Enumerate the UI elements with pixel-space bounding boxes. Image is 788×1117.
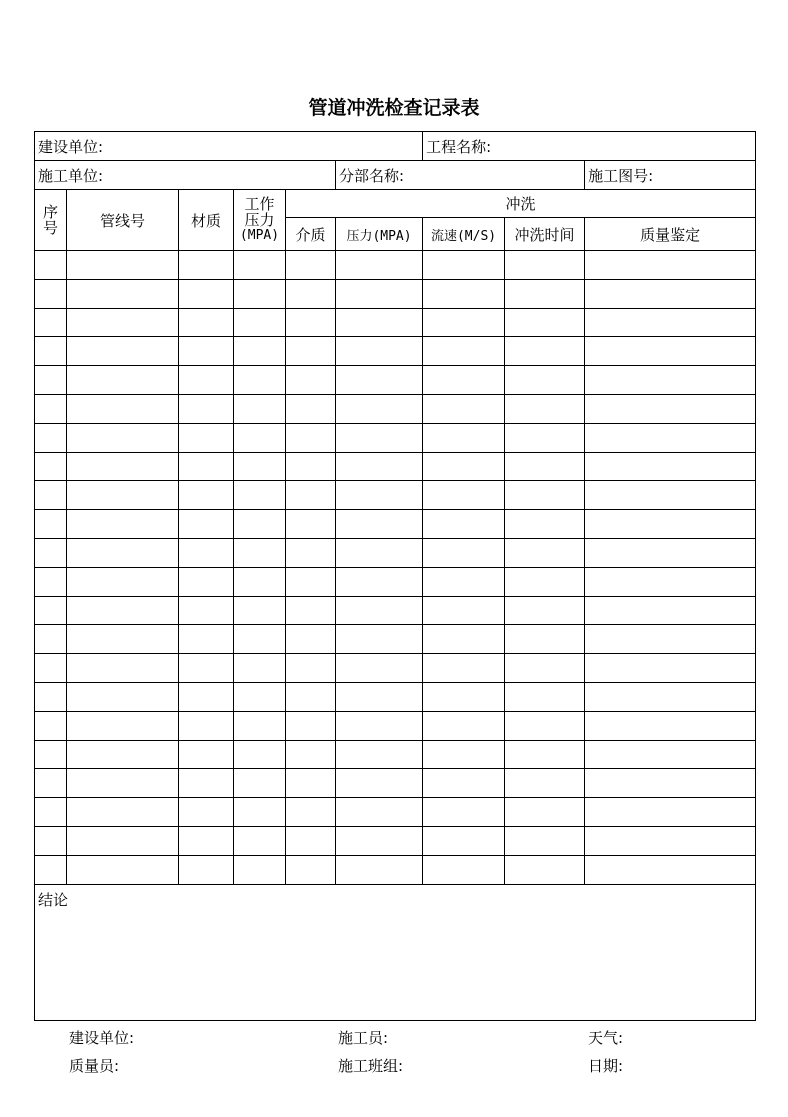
table-cell[interactable] (286, 855, 336, 884)
table-cell[interactable] (234, 452, 286, 481)
table-cell[interactable] (505, 308, 585, 337)
table-cell[interactable] (423, 740, 505, 769)
table-cell[interactable] (179, 798, 234, 827)
table-cell[interactable] (423, 452, 505, 481)
table-cell[interactable] (35, 452, 67, 481)
table-cell[interactable] (234, 251, 286, 280)
footer-builder: 施工员: (338, 1029, 389, 1047)
table-cell[interactable] (423, 826, 505, 855)
table-row (35, 682, 756, 711)
table-cell[interactable] (67, 279, 179, 308)
table-cell[interactable] (585, 711, 756, 740)
table-row (35, 625, 756, 654)
table-cell[interactable] (35, 855, 67, 884)
table-row (35, 366, 756, 395)
table-cell[interactable] (585, 798, 756, 827)
table-cell[interactable] (67, 826, 179, 855)
table-cell[interactable] (35, 826, 67, 855)
table-row (35, 596, 756, 625)
table-cell[interactable] (234, 567, 286, 596)
sub-project-label: 分部名称: (336, 161, 585, 190)
table-cell[interactable] (505, 423, 585, 452)
table-cell[interactable] (286, 423, 336, 452)
table-cell[interactable] (234, 423, 286, 452)
table-cell[interactable] (336, 366, 423, 395)
table-cell[interactable] (286, 337, 336, 366)
table-cell[interactable] (423, 769, 505, 798)
table-cell[interactable] (336, 567, 423, 596)
table-cell[interactable] (234, 481, 286, 510)
table-cell[interactable] (234, 769, 286, 798)
table-cell[interactable] (234, 625, 286, 654)
table-cell[interactable] (336, 337, 423, 366)
conclusion-box[interactable] (35, 884, 756, 1020)
table-cell[interactable] (505, 394, 585, 423)
seq-header (35, 190, 67, 251)
pressure-header: 压力(MPA) (336, 218, 423, 251)
quality-header: 质量鉴定 (585, 218, 756, 251)
table-cell[interactable] (67, 654, 179, 683)
table-cell[interactable] (234, 740, 286, 769)
table-cell[interactable] (585, 826, 756, 855)
table-cell[interactable] (505, 625, 585, 654)
table-cell[interactable] (336, 308, 423, 337)
table-cell[interactable] (286, 452, 336, 481)
record-table (34, 131, 756, 1021)
table-cell[interactable] (585, 308, 756, 337)
table-cell[interactable] (505, 567, 585, 596)
table-cell[interactable] (179, 567, 234, 596)
table-cell[interactable] (67, 423, 179, 452)
footer-weather: 天气: (588, 1029, 624, 1047)
table-cell[interactable] (35, 596, 67, 625)
table-cell[interactable] (35, 423, 67, 452)
table-cell[interactable] (234, 826, 286, 855)
table-cell[interactable] (423, 251, 505, 280)
table-cell[interactable] (67, 337, 179, 366)
table-cell[interactable] (286, 510, 336, 539)
table-cell[interactable] (585, 596, 756, 625)
work-pressure-line1: 工作 (244, 195, 275, 213)
table-cell[interactable] (505, 481, 585, 510)
table-row (35, 452, 756, 481)
table-cell[interactable] (423, 366, 505, 395)
table-cell[interactable] (35, 279, 67, 308)
table-cell[interactable] (67, 740, 179, 769)
table-cell[interactable] (505, 654, 585, 683)
table-cell[interactable] (234, 337, 286, 366)
table-cell[interactable] (585, 423, 756, 452)
work-pressure-line3: (MPA) (239, 228, 280, 243)
table-cell[interactable] (179, 452, 234, 481)
table-cell[interactable] (67, 366, 179, 395)
table-cell[interactable] (67, 855, 179, 884)
table-cell[interactable] (234, 596, 286, 625)
table-cell[interactable] (35, 798, 67, 827)
table-cell[interactable] (286, 567, 336, 596)
table-cell[interactable] (286, 251, 336, 280)
table-cell[interactable] (179, 826, 234, 855)
table-cell[interactable] (35, 308, 67, 337)
table-cell[interactable] (505, 769, 585, 798)
table-cell[interactable] (505, 251, 585, 280)
table-cell[interactable] (179, 251, 234, 280)
table-cell[interactable] (336, 740, 423, 769)
table-cell[interactable] (35, 654, 67, 683)
table-cell[interactable] (423, 538, 505, 567)
table-cell[interactable] (423, 567, 505, 596)
medium-header: 介质 (286, 218, 336, 251)
table-row (35, 510, 756, 539)
table-cell[interactable] (179, 279, 234, 308)
table-cell[interactable] (67, 567, 179, 596)
table-cell[interactable] (179, 855, 234, 884)
table-cell[interactable] (423, 596, 505, 625)
table-cell[interactable] (423, 654, 505, 683)
project-name-label: 工程名称: (423, 132, 756, 161)
table-cell[interactable] (336, 481, 423, 510)
table-cell[interactable] (336, 654, 423, 683)
table-cell[interactable] (179, 596, 234, 625)
table-cell[interactable] (505, 826, 585, 855)
table-cell[interactable] (35, 366, 67, 395)
table-cell[interactable] (585, 682, 756, 711)
table-cell[interactable] (336, 394, 423, 423)
table-cell[interactable] (423, 510, 505, 539)
table-cell[interactable] (286, 366, 336, 395)
table-cell[interactable] (336, 251, 423, 280)
table-cell[interactable] (336, 711, 423, 740)
table-cell[interactable] (35, 625, 67, 654)
conclusion-label: 结论 (38, 890, 69, 909)
table-cell[interactable] (67, 394, 179, 423)
footer-team: 施工班组: (338, 1057, 404, 1075)
table-cell[interactable] (67, 596, 179, 625)
table-cell[interactable] (35, 510, 67, 539)
table-cell[interactable] (286, 481, 336, 510)
footer-date: 日期: (588, 1057, 624, 1075)
table-cell[interactable] (35, 394, 67, 423)
table-row (35, 251, 756, 280)
table-cell[interactable] (336, 855, 423, 884)
table-cell[interactable] (423, 337, 505, 366)
table-cell[interactable] (67, 769, 179, 798)
table-cell[interactable] (179, 654, 234, 683)
table-cell[interactable] (234, 279, 286, 308)
table-cell[interactable] (67, 452, 179, 481)
table-cell[interactable] (585, 567, 756, 596)
builder-unit-label: 施工单位: (35, 161, 336, 190)
table-cell[interactable] (336, 452, 423, 481)
table-cell[interactable] (336, 423, 423, 452)
table-cell[interactable] (67, 251, 179, 280)
table-cell[interactable] (179, 337, 234, 366)
table-cell[interactable] (585, 510, 756, 539)
table-cell[interactable] (585, 481, 756, 510)
table-cell[interactable] (585, 538, 756, 567)
table-cell[interactable] (286, 826, 336, 855)
table-cell[interactable] (179, 481, 234, 510)
table-cell[interactable] (585, 279, 756, 308)
table-cell[interactable] (286, 740, 336, 769)
table-cell[interactable] (336, 279, 423, 308)
table-cell[interactable] (423, 308, 505, 337)
seq-header-line1: 序 (42, 203, 58, 221)
table-cell[interactable] (505, 798, 585, 827)
table-cell[interactable] (505, 682, 585, 711)
table-cell[interactable] (35, 481, 67, 510)
table-cell[interactable] (336, 510, 423, 539)
table-cell[interactable] (423, 481, 505, 510)
drawing-no-label: 施工图号: (585, 161, 756, 190)
table-cell[interactable] (505, 596, 585, 625)
table-cell[interactable] (585, 452, 756, 481)
table-cell[interactable] (179, 423, 234, 452)
table-cell[interactable] (35, 682, 67, 711)
table-row (35, 855, 756, 884)
table-cell[interactable] (35, 251, 67, 280)
table-cell[interactable] (336, 682, 423, 711)
table-cell[interactable] (179, 366, 234, 395)
table-cell[interactable] (234, 510, 286, 539)
table-cell[interactable] (336, 625, 423, 654)
table-cell[interactable] (585, 855, 756, 884)
table-cell[interactable] (336, 798, 423, 827)
table-cell[interactable] (423, 279, 505, 308)
table-cell[interactable] (179, 538, 234, 567)
table-row (35, 279, 756, 308)
table-cell[interactable] (234, 308, 286, 337)
table-cell[interactable] (423, 394, 505, 423)
table-cell[interactable] (286, 769, 336, 798)
table-cell[interactable] (179, 394, 234, 423)
pipeline-header: 管线号 (67, 190, 179, 251)
table-row (35, 740, 756, 769)
table-cell[interactable] (286, 308, 336, 337)
footer-quality-inspector: 质量员: (69, 1057, 120, 1075)
table-cell[interactable] (336, 596, 423, 625)
page-title: 管道冲洗检查记录表 (308, 97, 480, 119)
table-cell[interactable] (67, 682, 179, 711)
table-cell[interactable] (505, 740, 585, 769)
table-cell[interactable] (179, 625, 234, 654)
table-cell[interactable] (585, 625, 756, 654)
flow-header: 流速(M/S) (423, 218, 505, 251)
table-cell[interactable] (67, 625, 179, 654)
table-cell[interactable] (505, 366, 585, 395)
table-row (35, 481, 756, 510)
work-pressure-header (234, 190, 286, 251)
construction-unit-label: 建设单位: (35, 132, 423, 161)
material-header: 材质 (179, 190, 234, 251)
table-cell[interactable] (179, 682, 234, 711)
table-cell[interactable] (35, 337, 67, 366)
table-cell[interactable] (585, 251, 756, 280)
flush-time-header: 冲洗时间 (505, 218, 585, 251)
table-cell[interactable] (505, 711, 585, 740)
table-row (35, 567, 756, 596)
flush-group-header: 冲洗 (286, 190, 756, 218)
table-cell[interactable] (286, 596, 336, 625)
table-cell[interactable] (423, 625, 505, 654)
table-cell[interactable] (67, 510, 179, 539)
table-cell[interactable] (286, 654, 336, 683)
table-cell[interactable] (234, 682, 286, 711)
table-cell[interactable] (585, 654, 756, 683)
table-cell[interactable] (286, 625, 336, 654)
table-row (35, 826, 756, 855)
table-cell[interactable] (585, 394, 756, 423)
table-cell[interactable] (423, 423, 505, 452)
table-row (35, 337, 756, 366)
table-cell[interactable] (286, 798, 336, 827)
table-cell[interactable] (505, 538, 585, 567)
table-cell[interactable] (505, 279, 585, 308)
table-cell[interactable] (67, 538, 179, 567)
table-cell[interactable] (179, 740, 234, 769)
table-row (35, 538, 756, 567)
table-cell[interactable] (234, 654, 286, 683)
table-cell[interactable] (35, 567, 67, 596)
table-cell[interactable] (423, 798, 505, 827)
table-cell[interactable] (234, 538, 286, 567)
table-cell[interactable] (505, 452, 585, 481)
table-cell[interactable] (505, 510, 585, 539)
table-cell[interactable] (286, 394, 336, 423)
table-cell[interactable] (234, 394, 286, 423)
table-cell[interactable] (336, 826, 423, 855)
table-row (35, 711, 756, 740)
table-cell[interactable] (286, 711, 336, 740)
footer-construction-unit: 建设单位: (69, 1029, 135, 1047)
table-row (35, 423, 756, 452)
table-cell[interactable] (585, 366, 756, 395)
table-cell[interactable] (67, 308, 179, 337)
table-cell[interactable] (234, 798, 286, 827)
table-row (35, 654, 756, 683)
table-cell[interactable] (505, 337, 585, 366)
table-cell[interactable] (234, 366, 286, 395)
table-cell[interactable] (179, 769, 234, 798)
table-cell[interactable] (423, 682, 505, 711)
table-cell[interactable] (67, 798, 179, 827)
table-cell[interactable] (67, 711, 179, 740)
table-cell[interactable] (336, 538, 423, 567)
table-cell[interactable] (286, 538, 336, 567)
table-cell[interactable] (336, 769, 423, 798)
seq-header-line2: 号 (42, 219, 58, 237)
table-row (35, 394, 756, 423)
table-cell[interactable] (286, 279, 336, 308)
table-cell[interactable] (67, 481, 179, 510)
table-cell[interactable] (585, 740, 756, 769)
table-cell[interactable] (286, 682, 336, 711)
table-cell[interactable] (35, 740, 67, 769)
table-cell[interactable] (585, 337, 756, 366)
table-row (35, 798, 756, 827)
work-pressure-line2: 压力 (244, 211, 275, 229)
table-cell[interactable] (35, 711, 67, 740)
table-cell[interactable] (35, 538, 67, 567)
table-cell[interactable] (234, 711, 286, 740)
table-cell[interactable] (179, 711, 234, 740)
table-cell[interactable] (35, 769, 67, 798)
table-row (35, 308, 756, 337)
table-cell[interactable] (179, 510, 234, 539)
table-cell[interactable] (234, 855, 286, 884)
table-cell[interactable] (505, 855, 585, 884)
table-cell[interactable] (423, 711, 505, 740)
table-cell[interactable] (423, 855, 505, 884)
table-cell[interactable] (585, 769, 756, 798)
table-row (35, 769, 756, 798)
table-cell[interactable] (179, 308, 234, 337)
